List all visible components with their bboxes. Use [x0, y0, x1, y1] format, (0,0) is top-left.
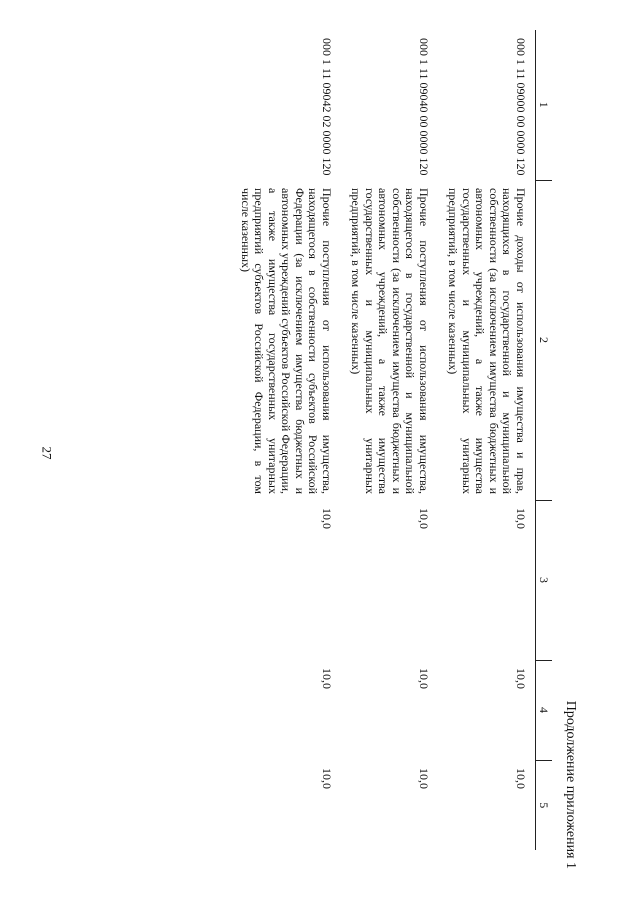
column-header-5: 5 [536, 760, 553, 850]
budget-code: 000 1 11 09000 00 0000 120 [514, 38, 528, 176]
budget-code: 000 1 11 09040 00 0000 120 [417, 38, 431, 176]
table-row [341, 30, 438, 850]
column-number-row [536, 30, 553, 850]
budget-code: 000 1 11 09042 02 0000 120 [320, 38, 334, 176]
value-col3: 10,0 [514, 508, 528, 529]
value-col5: 10,0 [417, 768, 431, 789]
value-col3: 10,0 [320, 508, 334, 529]
column-header-3: 3 [536, 500, 553, 660]
value-col3: 10,0 [417, 508, 431, 529]
column-header-1: 1 [536, 30, 553, 180]
budget-revenue-table [231, 30, 553, 850]
value-col4: 10,0 [417, 668, 431, 689]
value-col5: 10,0 [514, 768, 528, 789]
revenue-description: Прочие поступления от использования имущества, находящегося в государственной и муниципальной собственности (за исключением имущества бюджетных и автономных учреждений, а также имущества государственных и муниципальных унитарных предприятий, в том числе казенных) [349, 188, 431, 494]
continuation-header: Продолжение приложения 1 [563, 700, 578, 869]
table-row [438, 30, 536, 850]
table-row [231, 30, 342, 850]
revenue-description: Прочие поступления от использования имущества, находящегося в собственности субъектов Российской Федерации (за исключением имущества бюджетных и автономных учреждений субъектов Российской Федерации, а также имущества государственных унитарных предприятий субъектов Российской Федерации, в том числе казенных) [239, 188, 334, 494]
value-col4: 10,0 [514, 668, 528, 689]
column-header-2: 2 [536, 180, 553, 500]
value-col4: 10,0 [320, 668, 334, 689]
revenue-description: Прочие доходы от использования имущества и прав, находящихся в государственной и муниципальной собственности (за исключением имущества бюджетных и автономных учреждений, а также имущества государственных и муниципальных унитарных предприятий, в том числе казенных) [446, 188, 528, 494]
column-header-4: 4 [536, 660, 553, 760]
page-number-text: 27 [39, 446, 54, 459]
value-col5: 10,0 [320, 768, 334, 789]
